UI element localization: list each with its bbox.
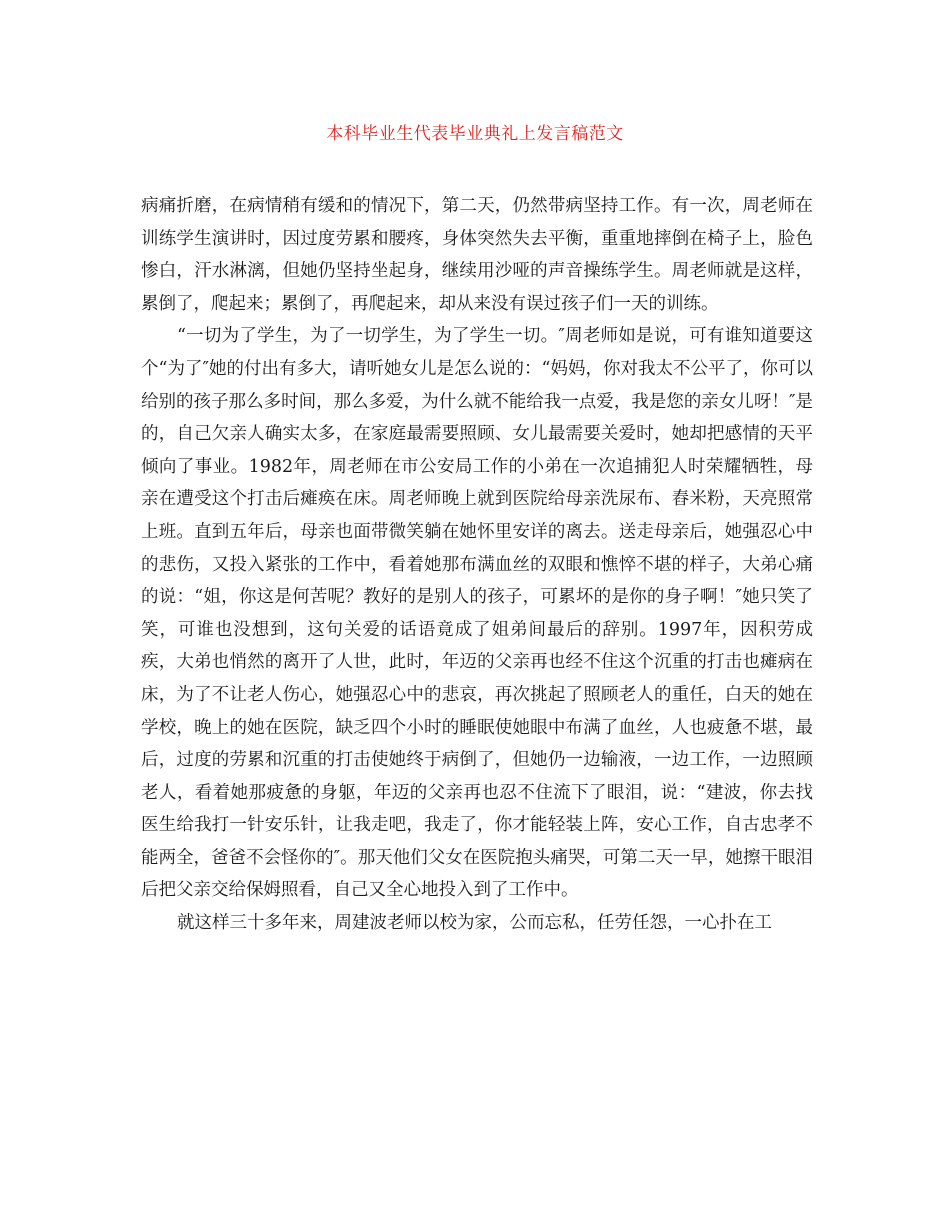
- paragraph-2: “一切为了学生，为了一切学生，为了学生一切。″周老师如是说，可有谁知道要这个“为了″她的付出有多大，请听她女儿是怎么说的：“妈妈，你对我太不公平了，你可以给别的孩子那么多时间，那么多爱，为什么就不能给我一点爱，我是您的亲女儿呀！″是的，自己欠亲人确实太多，在家庭最需要照顾、女儿最需要关爱时，她却把感情的天平倾向了事业。1982年，周老师在市公安局工作的小弟在一次追捕犯人时荣耀牺牲，母亲在遭受这个打击后瘫痪在床。周老师晚上就到医院给母亲洗尿布、舂米粉，天亮照常上班。直到五年后，母亲也面带微笑躺在她怀里安详的离去。送走母亲后，她强忍心中的悲伤，又投入紧张的工作中，看着她那布满血丝的双眼和憔悴不堪的样子，大弟心痛的说：“姐，你这是何苦呢？教好的是别人的孩子，可累坏的是你的身子啊！″她只笑了笑，可谁也没想到，这句关爱的话语竟成了姐弟间最后的辞别。1997年，因积劳成疾，大弟也悄然的离开了人世，此时，年迈的父亲再也经不住这个沉重的打击也瘫病在床，为了不让老人伤心，她强忍心中的悲哀，再次挑起了照顾老人的重任，白天的她在学校，晚上的她在医院，缺乏四个小时的睡眠使她眼中布满了血丝，人也疲惫不堪，最后，过度的劳累和沉重的打击使她终于病倒了，但她仍一边输液，一边工作，一边照顾老人，看着她那疲惫的身躯，年迈的父亲再也忍不住流下了眼泪，说：“建波，你去找医生给我打一针安乐针，让我走吧，我走了，你才能轻装上阵，安心工作，自古忠孝不能两全，爸爸不会怪你的″。那天他们父女在医院抱头痛哭，可第二天一早，她擦干眼泪后把父亲交给保姆照看，自己又全心地投入到了工作中。: [141, 326, 813, 901]
- paragraph-3: 就这样三十多年来，周建波老师以校为家，公而忘私，任劳任怨，一心扑在工: [177, 913, 772, 934]
- document-body: [141, 190, 813, 940]
- document-title: 本科毕业生代表毕业典礼上发言稿范文: [326, 124, 624, 144]
- paragraph-1: 病痛折磨，在病情稍有缓和的情况下，第二天，仍然带病坚持工作。有一次，周老师在训练学生演讲时，因过度劳累和腰疼，身体突然失去平衡，重重地摔倒在椅子上，脸色惨白，汗水淋漓，但她仍坚持坐起身，继续用沙哑的声音操练学生。周老师就是这样，累倒了，爬起来；累倒了，再爬起来，却从来没有误过孩子们一天的训练。: [141, 196, 813, 314]
